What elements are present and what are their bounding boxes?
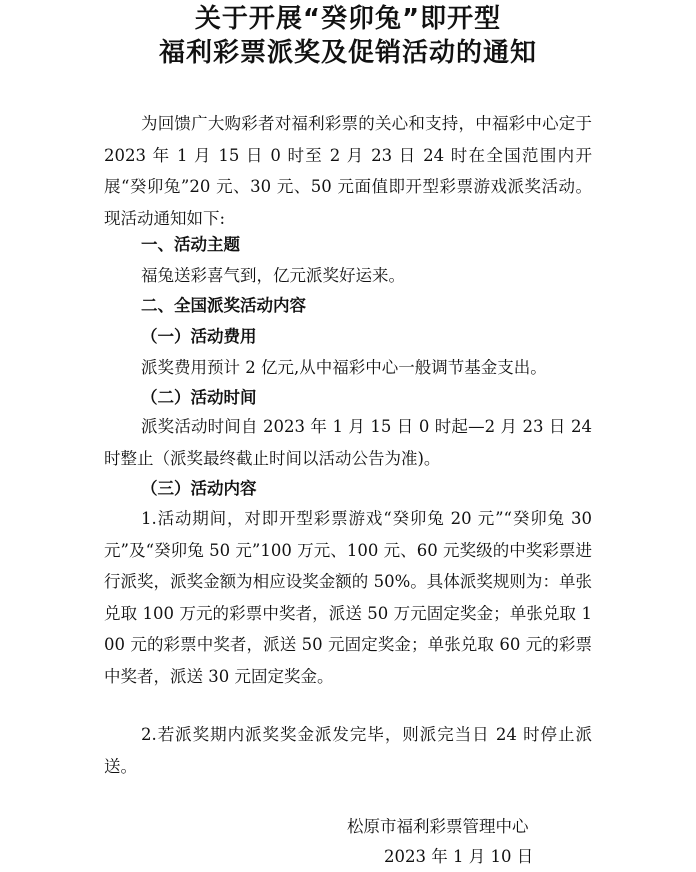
content-item-2: 2.若派奖期内派奖奖金派发完毕，则派完当日 24 时停止派送。 xyxy=(104,725,592,776)
subsection-time-heading: （二）活动时间 xyxy=(141,388,257,407)
subsection-time-text: 派奖活动时间自 2023 年 1 月 15 日 0 时起—2 月 23 日 24 时整止（派奖最终截止时间以活动公告为准)。 xyxy=(104,417,592,468)
signature-organization: 松原市福利彩票管理中心 xyxy=(347,817,529,836)
document-title-line-1: 关于开展“癸卯兔”即开型 xyxy=(194,4,502,34)
content-item-1: 1.活动期间，对即开型彩票游戏“癸卯兔 20 元”“癸卯兔 30 元”及“癸卯兔 50 元”100 万元、100 元、60 元奖级的中奖彩票进行派奖，派奖金额为相应设奖金额的 50%。具体派奖规则为：单张兑取 100 万元的彩票中奖者，派送 50 万元固定奖金；单张兑取 100 元的彩票中奖者，派送 50 元固定奖金；单张兑取 60 元的彩票中奖者，派送 30 元固定奖金。 xyxy=(104,509,592,686)
document-title-line-2: 福利彩票派奖及促销活动的通知 xyxy=(158,38,537,68)
section-2-heading: 二、全国派奖活动内容 xyxy=(141,296,306,315)
subsection-cost-heading: （一）活动费用 xyxy=(141,327,257,346)
intro-paragraph: 为回馈广大购彩者对福利彩票的关心和支持，中福彩中心定于 2023 年 1 月 15 日 0 时至 2 月 23 日 24 时在全国范围内开展“癸卯兔”20 元、30 元、50 元面值即开型彩票游戏派奖活动。现活动通知如下: xyxy=(104,114,592,228)
subsection-content-heading: （三）活动内容 xyxy=(141,479,257,498)
signature-date: 2023 年 1 月 10 日 xyxy=(384,847,534,866)
section-1-heading: 一、活动主题 xyxy=(141,235,240,254)
section-1-text: 福兔送彩喜气到，亿元派奖好运来。 xyxy=(141,266,405,285)
subsection-cost-text: 派奖费用预计 2 亿元,从中福彩中心一般调节基金支出。 xyxy=(141,358,547,377)
